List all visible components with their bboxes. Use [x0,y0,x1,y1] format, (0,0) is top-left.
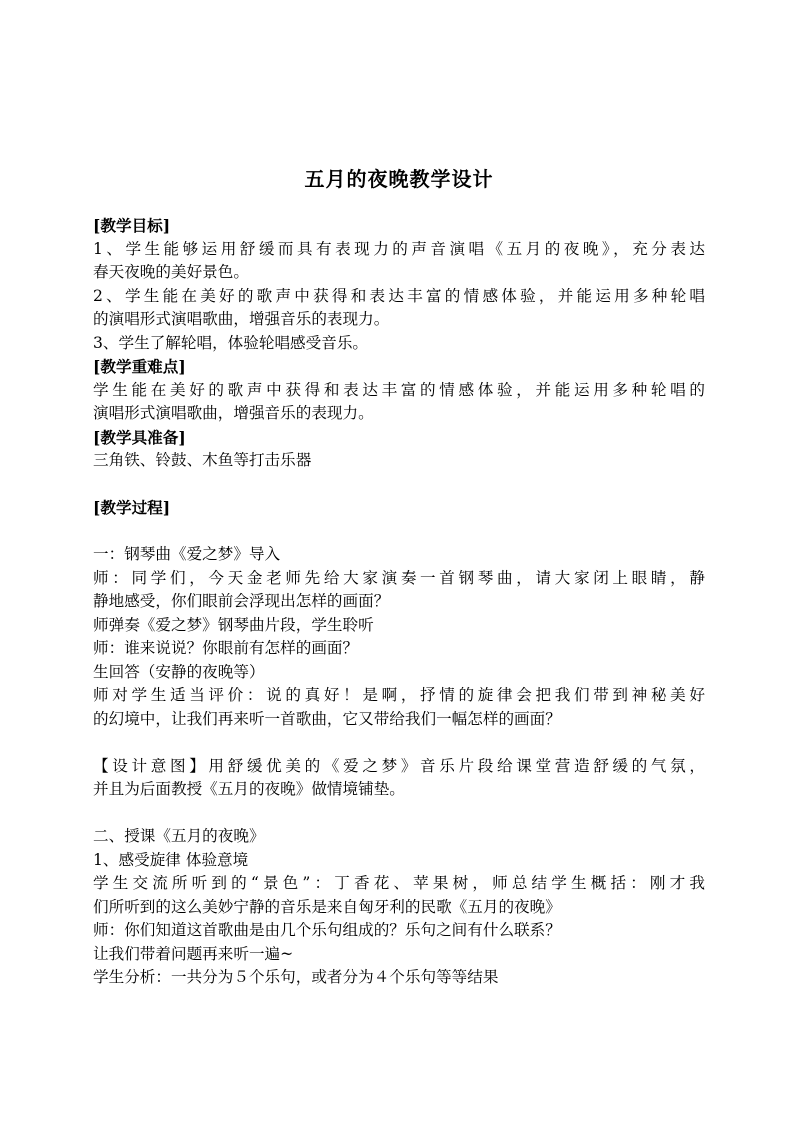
design-intent-line-1: 【设计意图】用舒缓优美的《爱之梦》音乐片段给课堂营造舒缓的气氛， [93,756,705,775]
step-2-line-4: 让我们带着问题再来听一遍~ [93,944,294,963]
objective-2-line-2: 的演唱形式演唱歌曲，增强音乐的表现力。 [93,310,390,328]
key-points-line-1: 学生能在美好的歌声中获得和表达丰富的情感体验，并能运用多种轮唱的 [93,380,705,399]
key-points-heading: [教学重难点] [93,357,186,376]
objective-1-line-2: 春天夜晚的美好景色。 [93,263,249,281]
step-2-line-2: 们所听到的这么美妙宁静的音乐是来自匈牙利的民歌《五月的夜晚》 [93,897,561,916]
step-2-line-3: 师：你们知道这首歌曲是由几个乐句组成的？乐句之间有什么联系？ [93,921,561,939]
step-1-line-1: 师：同学们，今天金老师先给大家演奏一首钢琴曲，请大家闭上眼睛，静 [93,568,705,587]
spacer [93,731,705,755]
step-2-line-1: 学生交流所听到的“景色”：丁香花、苹果树，师总结学生概括：刚才我 [93,874,705,892]
spacer [93,520,705,544]
step-1-line-4: 师：谁来说说？你眼前有怎样的画面？ [93,639,359,657]
objective-3: 3、学生了解轮唱，体验轮唱感受音乐。 [93,333,369,352]
step-1-heading: 一：钢琴曲《爱之梦》导入 [93,545,281,563]
materials-text: 三角铁、铃鼓、木鱼等打击乐器 [93,451,312,469]
step-1-line-7: 的幻境中，让我们再来听一首歌曲，它又带给我们一幅怎样的画面？ [93,709,561,728]
step-2-line-5: 学生分析：一共分为５个乐句，或者分为４个乐句等等结果 [93,968,499,986]
spacer [93,473,705,497]
page-title: 五月的夜晚教学设计 [304,167,494,191]
key-points-line-2: 演唱形式演唱歌曲，增强音乐的表现力。 [93,404,374,422]
step-1-line-3: 师弹奏《爱之梦》钢琴曲片段，学生聆听 [93,615,374,634]
spacer [93,802,705,826]
step-1-line-2: 静地感受，你们眼前会浮现出怎样的画面？ [93,592,390,610]
document-body [93,214,705,990]
step-1-line-6: 师对学生适当评价：说的真好！是啊，抒情的旋律会把我们带到神秘美好 [93,686,705,704]
process-heading: [教学过程] [93,498,171,517]
materials-heading: [教学具准备] [93,427,186,447]
step-1-line-5: 生回答（安静的夜晚等） [93,662,265,681]
step-2-subheading: 1、感受旋律 体验意境 [93,850,249,869]
objective-2-line-1: 2、学生能在美好的歌声中获得和表达丰富的情感体验，并能运用多种轮唱 [93,286,705,305]
step-2-heading: 二、授课《五月的夜晚》 [93,827,265,845]
design-intent-line-2: 并且为后面教授《五月的夜晚》做情境铺垫。 [93,780,405,798]
objective-1-line-1: 1、学生能够运用舒缓而具有表现力的声音演唱《五月的夜晚》，充分表达 [93,239,705,258]
objectives-heading: [教学目标] [93,216,171,235]
